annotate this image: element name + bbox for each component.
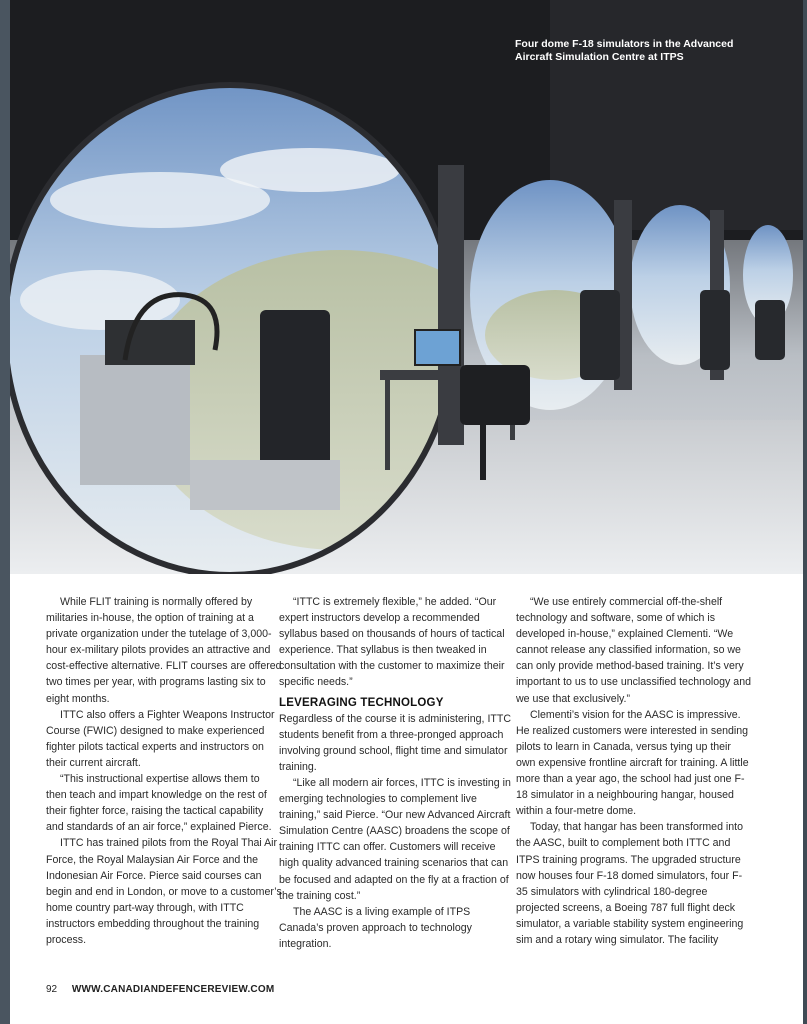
simulator-illustration — [10, 0, 803, 574]
article-column-3 — [516, 594, 752, 948]
magazine-page — [10, 0, 803, 1024]
article-paragraph: ITTC also offers a Fighter Weapons Instructor Course (FWIC) designed to make experienced fighter pilots tactical experts and instructors on their current aircraft. — [46, 708, 275, 769]
website-link[interactable]: WWW.CANADIANDEFENCEREVIEW.COM — [71, 984, 275, 995]
article-paragraph: “We use entirely commercial off-the-shelf technology and software, some of which is developed in-house,” explained Clementi. “We cannot release any classified information, so we can only provide method-based training. It’s very important to us to use unclassified technology and we use that exclusively.” — [516, 596, 751, 705]
simulator-photo — [10, 0, 803, 574]
article-paragraph: “This instructional expertise allows them to then teach and impart knowledge on the rest of their fighter force, raising the tactical capability and standards of an air force,” explained Pierce. — [46, 773, 272, 834]
photo-caption: Four dome F-18 simulators in the Advanced Aircraft Simulation Centre at ITPS — [515, 38, 734, 63]
page-footer — [46, 984, 274, 995]
article-paragraph: While FLIT training is normally offered by militaries in-house, the option of training at a private organization under the tutelage of 3,000-hour ex-military pilots provides an attractive and cost-effective alternative. FLIT courses are offered two times per year, with programs lasting six to eight months. — [46, 596, 282, 705]
page-edge-divider — [803, 0, 807, 1024]
article-paragraph: Today, that hangar has been transformed into the AASC, built to complement both ITTC and ITPS training programs. The upgraded structure now houses four F-18 domed simulators, four F-35 simulators with cylindrical 180-degree projected screens, a Boeing 787 full flight deck simulator, a variable stability system engineering sim and a rotary wing simulator. The facility — [516, 821, 744, 946]
article-paragraph: “Like all modern air forces, ITTC is investing in emerging technologies to complement live training,” said Pierce. “Our new Advanced Aircraft Simulation Centre (AASC) broadens the scope of training ITTC can offer. Customers will receive high quality advanced training scenarios that can be focused and adapted on the fly at a fraction of the training cost.” — [279, 776, 511, 902]
section-heading: LEVERAGING TECHNOLOGY — [279, 696, 444, 709]
article-column-2 — [279, 594, 515, 952]
article-paragraph: “ITTC is extremely flexible,” he added. “Our expert instructors develop a recommended syllabus based on thousands of hours of tactical experience. That syllabus is then tweaked in consultation with the customer to maximize their specific needs.” — [279, 596, 505, 689]
page-number: 92 — [46, 984, 58, 995]
article-paragraph: The AASC is a living example of ITPS Canada’s proven approach to technology integration. — [279, 905, 472, 950]
article-column-1 — [46, 594, 282, 948]
article-paragraph: Clementi’s vision for the AASC is impressive. He realized customers were interested in sending pilots to learn in Canada, versus tying up their own expensive frontline aircraft for training. A little more than a year ago, the school had just one F-18 simulator in a neighbouring hangar, housed within a four-metre dome. — [516, 708, 749, 818]
article-paragraph: ITTC has trained pilots from the Royal Thai Air Force, the Royal Malaysian Air Force and the Indonesian Air Force. Pierce said courses can begin and end in London, or move to a customer’s home country part-way through, with ITTC instructors embedding throughout the training process. — [46, 837, 282, 946]
article-paragraph: Regardless of the course it is administering, ITTC students benefit from a three-pronged approach involving ground school, flight time and simulator training. — [279, 712, 511, 773]
